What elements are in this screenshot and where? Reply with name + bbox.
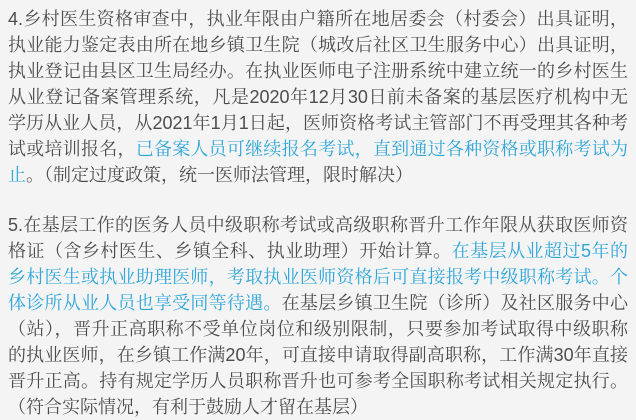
text-segment: 在基层乡镇卫生院（诊所）及社区服务中心（站），晋升正高职称不受单位岗位和级别限制，只要参加考试取得中级职称的执业医师，在乡镇工作满20年，可直接申请取得副高职称，工作满30年直接晋升正高。持有规定学历人员职称晋升也可参考全国职称考试相关规定执行。（符合实际情况，有利于鼓励人才留在基层） — [8, 293, 629, 417]
highlighted-text-segment: 已备案人员可继续报名考试，直到通过各种资格或职称考试为止 — [8, 139, 629, 185]
text-segment: 4.乡村医生资格审查中，执业年限由户籍所在地居委会（村委会）出具证明，执业能力鉴定表由所在地乡镇卫生院（城改后社区卫生服务中心）出具证明，执业登记由县区卫生局经办。在执业医师电子注册系统中建立统一的乡村医生从业登记备案管理系统，凡是2020年12月30日前未备案的基层医疗机构中无学历从业人员，从2021年1月1日起，医师资格考试主管部门不再受理其各种考试或培训报名， — [8, 9, 628, 159]
text-segment: 。（制定过度政策，统一医师法管理，限时解决） — [26, 165, 413, 185]
paragraph-item-5 — [8, 212, 628, 420]
highlighted-text-segment: 在基层从业超过5年的乡村医生或执业助理医师，考取执业医师资格后可直接报考中级职称考试。个体诊所从业人员也享受同等待遇。 — [8, 241, 628, 313]
paragraph-item-4 — [8, 6, 628, 188]
text-segment: 5.在基层工作的医务人员中级职称考试或高级职称晋升工作年限从获取医师资格证（含乡村医生、乡镇全科、执业助理）开始计算。 — [8, 215, 628, 261]
